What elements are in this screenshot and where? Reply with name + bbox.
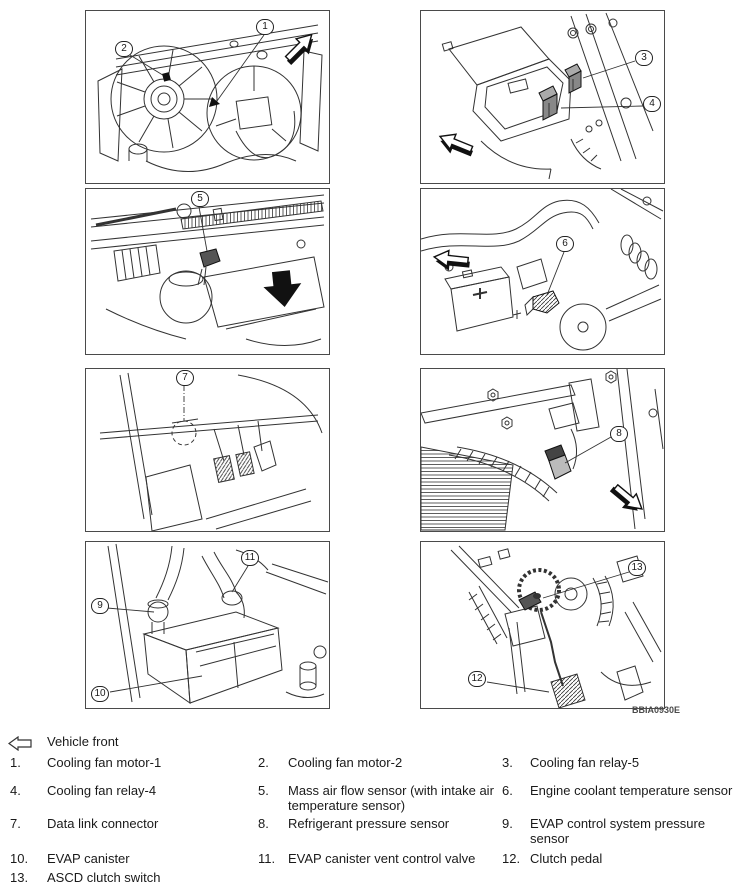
- maf-sensor-illustration: [86, 189, 329, 354]
- legend-item-8-number: 8.: [258, 816, 269, 831]
- legend-item-5-number: 5.: [258, 783, 269, 798]
- legend-item-6-label: Engine coolant temperature sensor: [530, 783, 733, 798]
- legend-item-3-label: Cooling fan relay-5: [530, 755, 640, 770]
- callout-2: 2: [115, 41, 133, 57]
- panel-refrigerant-pressure-sensor: [420, 368, 665, 532]
- panel-mass-air-flow-sensor: [85, 188, 330, 355]
- panel-cooling-fan-motors: [85, 10, 330, 184]
- callout-6: 6: [556, 236, 574, 252]
- down-arrow-icon: [262, 269, 304, 309]
- legend-item-3-number: 3.: [502, 755, 513, 770]
- callout-10: 10: [91, 686, 109, 702]
- panel-ect-sensor: [420, 188, 665, 355]
- legend-item-5-label: Mass air flow sensor (with intake air temperature sensor): [288, 783, 494, 813]
- ect-sensor-illustration: [421, 189, 664, 354]
- legend-item-13-label: ASCD clutch switch: [47, 870, 161, 885]
- legend-item-2-number: 2.: [258, 755, 269, 770]
- legend-item-7-number: 7.: [10, 816, 21, 831]
- legend-item-10-label: EVAP canister: [47, 851, 130, 866]
- legend-item-4-number: 4.: [10, 783, 21, 798]
- cooling-fans-illustration: [86, 11, 329, 183]
- legend-item-4-label: Cooling fan relay-4: [47, 783, 157, 798]
- evap-canister-illustration: [86, 542, 329, 708]
- relay-box-illustration: [421, 11, 664, 183]
- callout-5: 5: [191, 191, 209, 207]
- callout-12: 12: [468, 671, 486, 687]
- legend-item-8-label: Refrigerant pressure sensor: [288, 816, 450, 831]
- vehicle-front-arrow-icon: [436, 129, 477, 161]
- legend-item-1-label: Cooling fan motor-1: [47, 755, 162, 770]
- legend-item-11-label: EVAP canister vent control valve: [288, 851, 476, 866]
- dlc-illustration: [86, 369, 329, 531]
- vehicle-front-label: Vehicle front: [47, 734, 119, 749]
- legend-item-7-label: Data link connector: [47, 816, 159, 831]
- vehicle-front-arrow-icon: [8, 736, 32, 751]
- callout-8: 8: [610, 426, 628, 442]
- legend-item-9-label: EVAP control system pressure sensor: [530, 816, 706, 846]
- callout-9: 9: [91, 598, 109, 614]
- legend-item-1-number: 1.: [10, 755, 21, 770]
- callout-1: 1: [256, 19, 274, 35]
- panel-data-link-connector: [85, 368, 330, 532]
- callout-13: 13: [628, 560, 646, 576]
- legend-item-10-number: 10.: [10, 851, 29, 866]
- legend-item-2-label: Cooling fan motor-2: [288, 755, 403, 770]
- panel-cooling-fan-relays: [420, 10, 665, 184]
- refrigerant-sensor-illustration: [421, 369, 664, 531]
- callout-11: 11: [241, 550, 259, 566]
- legend-item-9-number: 9.: [502, 816, 513, 831]
- legend-item-12-number: 12.: [502, 851, 521, 866]
- legend-item-11-number: 11.: [258, 851, 276, 866]
- legend-item-6-number: 6.: [502, 783, 513, 798]
- callout-7: 7: [176, 370, 194, 386]
- panel-clutch-pedal: [420, 541, 665, 709]
- legend-item-12-label: Clutch pedal: [530, 851, 603, 866]
- callout-3: 3: [635, 50, 653, 66]
- legend-item-13-number: 13.: [10, 870, 29, 885]
- callout-4: 4: [643, 96, 661, 112]
- figure-code: BBIA0930E: [631, 705, 680, 715]
- panel-evap-canister: [85, 541, 330, 709]
- vehicle-front-arrow-icon: [281, 29, 321, 69]
